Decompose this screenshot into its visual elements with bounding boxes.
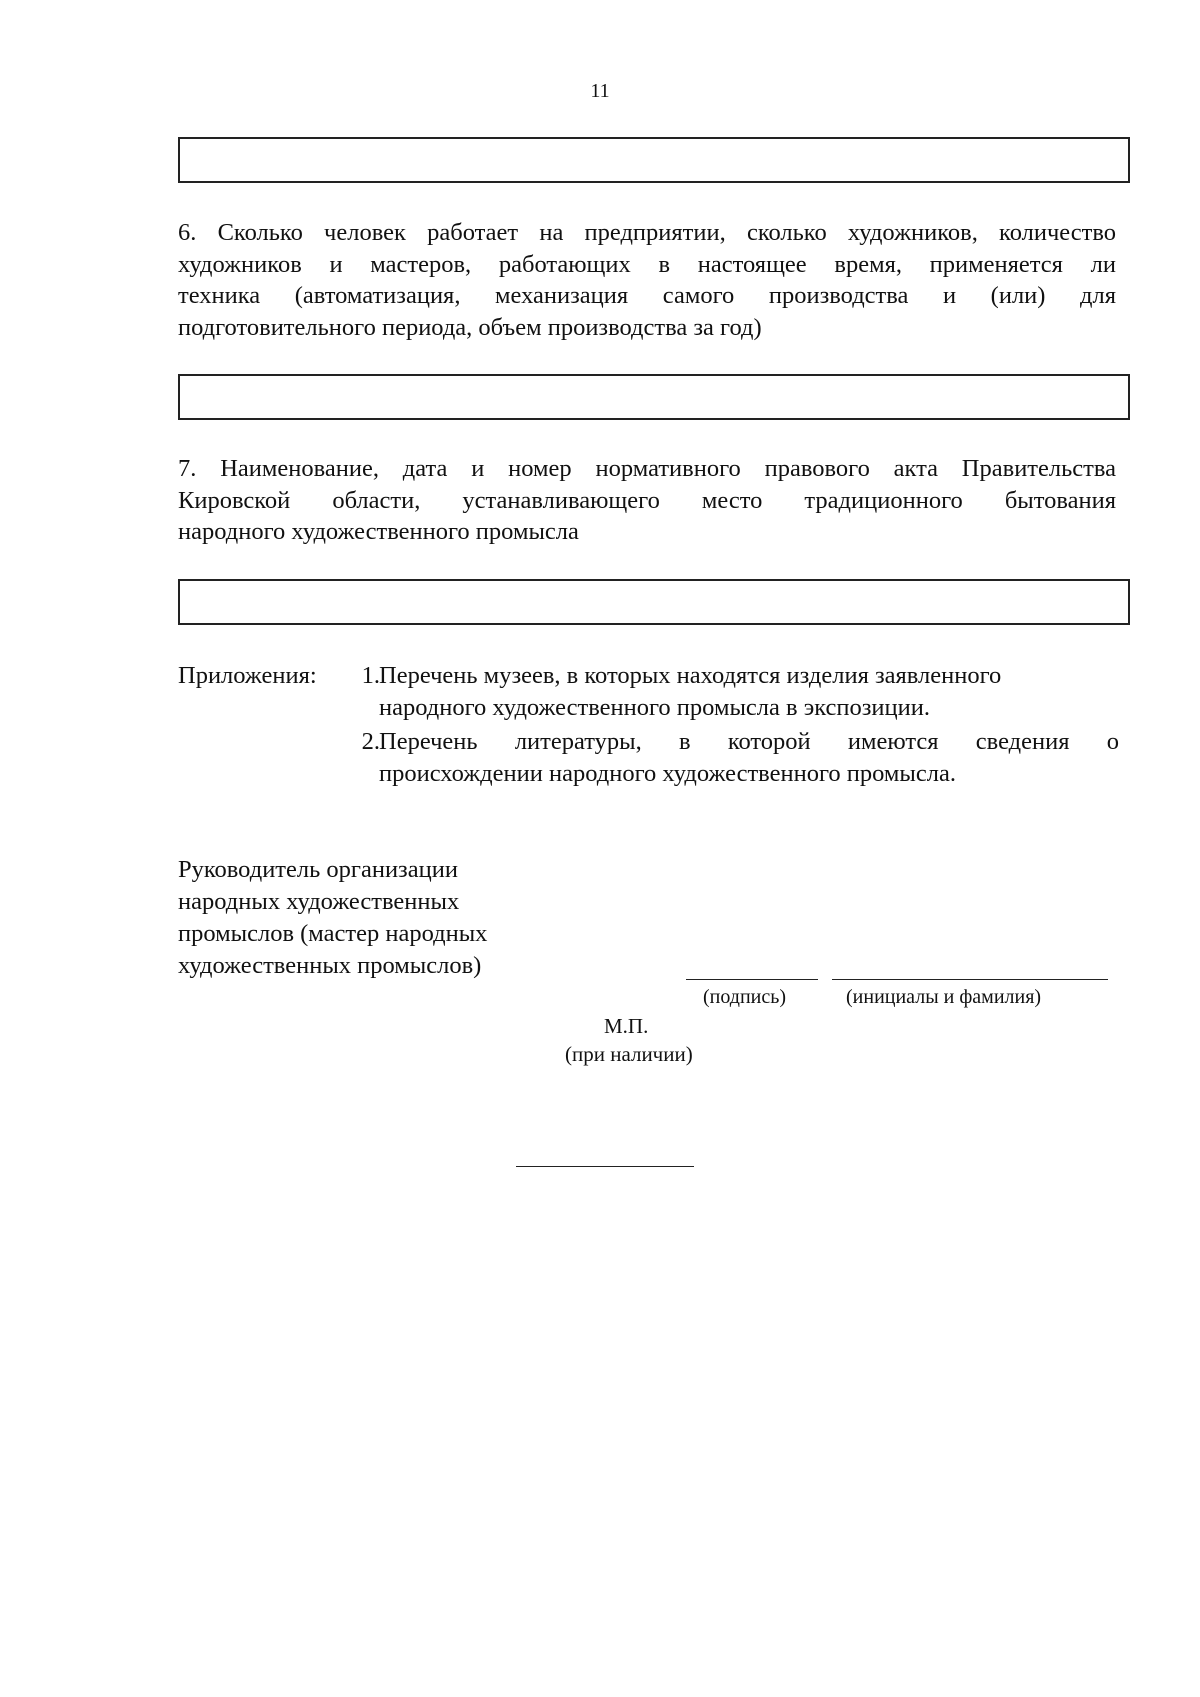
signatory-title — [178, 854, 487, 982]
section-6-line: художников и мастеров, работающих в настоящее время, применяется ли — [178, 250, 1116, 278]
appendix-line: Перечень музеев, в которых находятся изделия заявленного — [379, 662, 1002, 689]
appendix-line: народного художественного промысла в экспозиции. — [379, 694, 930, 721]
appendix-line: Перечень литературы, в которой имеются сведения о — [379, 728, 1119, 755]
signatory-title-line: промыслов (мастер народных — [178, 920, 488, 947]
appendices-label: Приложения: — [178, 662, 317, 689]
signatory-title-line: народных художественных — [178, 888, 460, 915]
section-6-line: подготовительного периода, объем производства за год) — [178, 313, 762, 341]
section-7-line: Кировской области, устанавливающего место традиционного бытования — [178, 486, 1116, 514]
section-7-line: 7. Наименование, дата и номер нормативного правового акта Правительства — [178, 455, 1116, 482]
section-6-question — [178, 217, 1116, 343]
answer-box-7[interactable] — [178, 579, 1130, 625]
page-number: 11 — [590, 80, 610, 102]
appendix-text — [379, 660, 1119, 724]
stamp-note: (при наличии) — [565, 1042, 693, 1066]
end-divider — [516, 1166, 694, 1167]
section-7-question — [178, 453, 1116, 548]
section-7-line: народного художественного промысла — [178, 518, 579, 545]
answer-box-6[interactable] — [178, 374, 1130, 420]
signature-line[interactable] — [686, 979, 818, 980]
appendix-line: происхождении народного художественного промысла. — [379, 760, 956, 787]
answer-box-5[interactable] — [178, 137, 1130, 183]
signatory-title-line: Руководитель организации — [178, 856, 458, 883]
section-6-line: техника (автоматизация, механизация самого производства и (или) для — [178, 282, 1116, 309]
section-6-line: 6. Сколько человек работает на предприятии, сколько художников, количество — [178, 219, 1116, 246]
name-caption: (инициалы и фамилия) — [846, 986, 1042, 1008]
signature-caption: (подпись) — [703, 986, 787, 1008]
stamp-label: М.П. — [604, 1014, 649, 1038]
appendix-text — [379, 726, 1119, 790]
signatory-title-line: художественных промыслов) — [178, 952, 482, 979]
appendix-number: 2. — [361, 728, 380, 755]
name-line[interactable] — [832, 979, 1108, 980]
appendix-number: 1. — [361, 662, 380, 689]
